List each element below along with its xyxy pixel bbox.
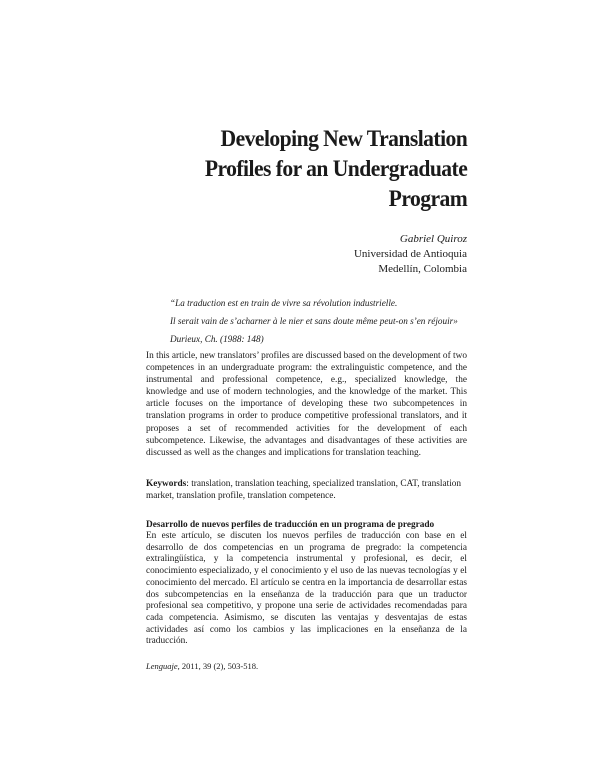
author-block [354,232,467,277]
author-name: Gabriel Quiroz [399,233,467,245]
keywords-text: : translation, translation teaching, specialized translation, CAT, translation market, translation profile, translation competence. [146,479,462,502]
journal-citation [146,660,258,672]
title-line-3: Program [388,186,467,212]
epigraph-line-1: “La traduction est en train de vivre sa révolution industrielle. [170,298,398,308]
keywords [146,478,467,502]
abstract-english: In this article, new translators’ profiles are discussed based on the development of two competences in an undergraduate program: the extralinguistic competence, and the instrumental and professional competence, e.g., specialized knowledge, the knowledge and use of modern technologies, and the knowledge of the market. This article focuses on the importance of developing these two subcompetences in translation programs in order to produce competitive professional translators, and it proposes a set of recommended activities for the development of each subcompetence. Likewise, the advantages and disadvantages of these activities are discussed as well as the changes and implications for translation teaching. [146,351,467,458]
article-title [205,124,467,214]
keywords-label: Keywords [146,479,187,489]
spanish-abstract-body: En este artículo, se discuten los nuevos perfiles de traducción con base en el desarrollo de dos competencias en un programa de pregrado: la competencia extralingüística, y la competencia instrumental y profesional, es decir, el conocimiento especializado, y el conocimiento y el uso de las nuevas tecnologías y el conocimiento del mercado. El artículo se centra en la importancia de desarrollar estas dos subcompetencias en la enseñanza de la traducción para que un traductor profesional sea competitivo, y propone una serie de actividades recomendadas para cada competencia. Asimismo, se discuten las ventajas y desventajas de estas actividades así como los cambios y las implicaciones en la enseñanza de la traducción. [146,531,467,647]
epigraph-source: Durieux, Ch. (1988: 148) [170,334,264,344]
epigraph-line-2: Il serait vain de s’acharner à le nier et sans doute même peut-on s’en réjouir» [170,316,458,326]
author-affiliation: Universidad de Antioquia [353,248,467,260]
citation-details: , 2011, 39 (2), 503-518. [177,661,259,671]
epigraph [170,294,470,348]
author-location: Medellín, Colombia [378,263,467,275]
journal-name: Lenguaje [146,661,178,671]
title-line-1: Developing New Translation [220,126,467,152]
title-line-2: Profiles for an Undergraduate [204,156,467,182]
spanish-abstract-heading: Desarrollo de nuevos perfiles de traducción en un programa de pregrado [146,520,435,530]
